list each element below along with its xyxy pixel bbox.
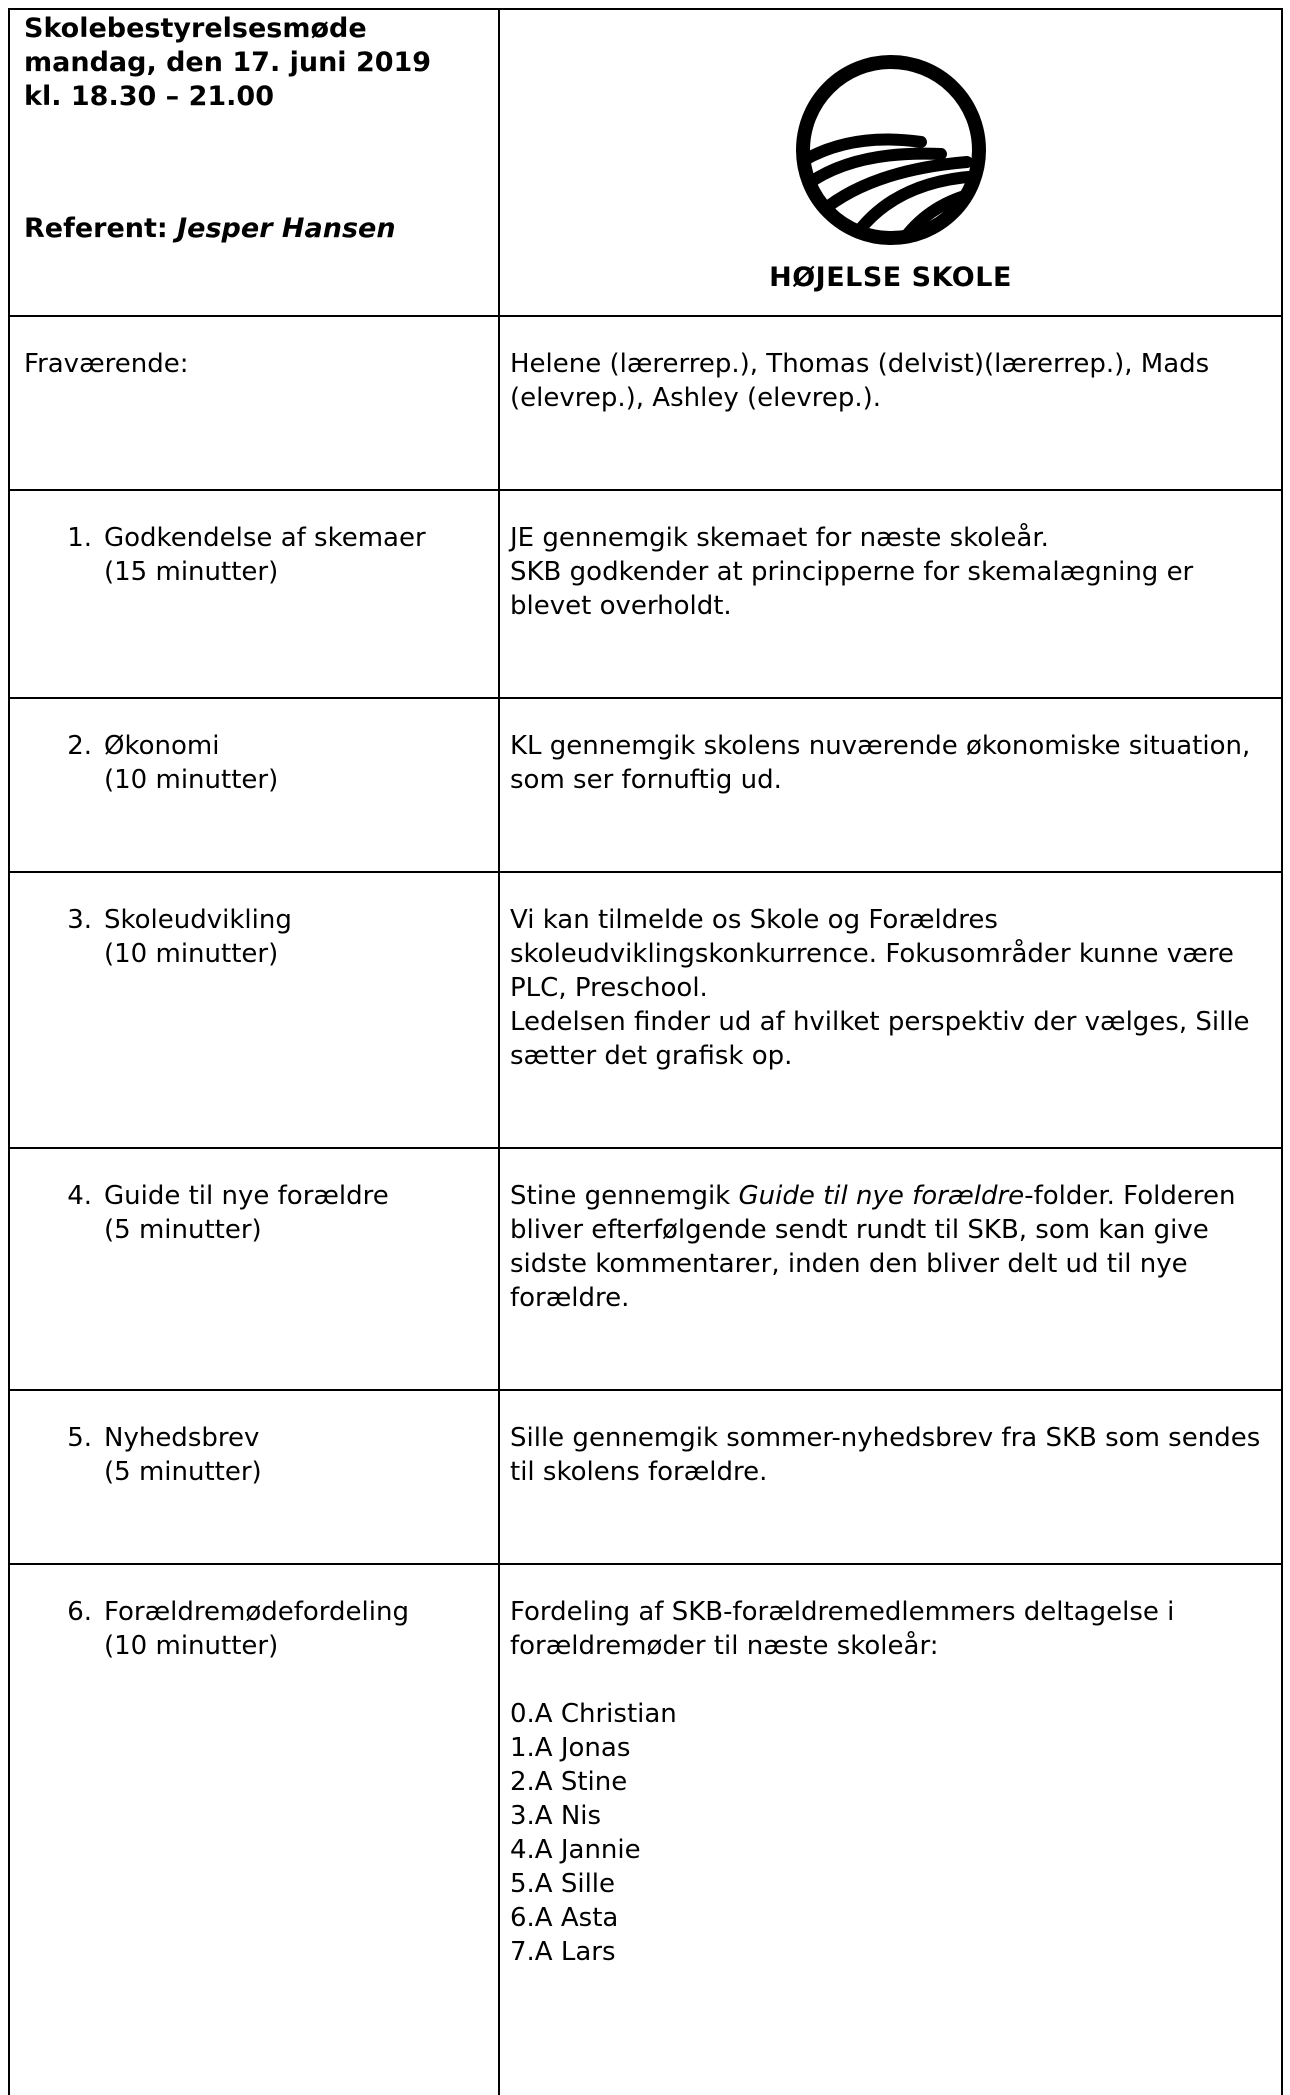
agenda-note: Vi kan tilmelde os Skole og Forældres skoleudviklingskonkurrence. Fokusområder kunne være PLC, Preschool. bbox=[510, 905, 1234, 1003]
note-text: -folder. Folderen bliver efterfølgende sendt rundt til SKB, som kan give sidste kommentarer, inden den bliver delt ud til nye forældre. bbox=[510, 1181, 1236, 1313]
hojelse-skole-logo-icon bbox=[791, 50, 991, 250]
agenda-notes-6 bbox=[499, 1564, 1282, 2095]
agenda-item-1 bbox=[9, 490, 499, 698]
agenda-note: Ledelsen finder ud af hvilket perspektiv der vælges, Sille sætter det grafisk op. bbox=[510, 1007, 1250, 1071]
agenda-item-4 bbox=[9, 1148, 499, 1390]
agenda-title: Godkendelse af skemaer bbox=[104, 523, 426, 553]
agenda-number: 6. bbox=[67, 1597, 92, 1627]
logo-cell bbox=[499, 9, 1282, 316]
absent-label-cell bbox=[9, 316, 499, 490]
agenda-notes-4 bbox=[499, 1148, 1282, 1390]
list-item: 3.A Nis bbox=[510, 1801, 602, 1831]
referent-name: Jesper Hansen bbox=[177, 213, 396, 244]
agenda-number: 5. bbox=[67, 1423, 92, 1453]
meeting-time: kl. 18.30 – 21.00 bbox=[24, 81, 274, 112]
agenda-duration: (10 minutter) bbox=[104, 1631, 279, 1661]
agenda-item-5 bbox=[9, 1390, 499, 1564]
note-italic-title: Guide til nye forældre bbox=[738, 1181, 1025, 1211]
list-item: 0.A Christian bbox=[510, 1699, 677, 1729]
agenda-notes-1 bbox=[499, 490, 1282, 698]
absent-names-cell bbox=[499, 316, 1282, 490]
agenda-note: Fordeling af SKB-forældremedlemmers deltagelse i forældremøder til næste skoleår: bbox=[510, 1597, 1175, 1661]
minutes-table bbox=[8, 8, 1283, 2095]
agenda-title: Økonomi bbox=[104, 731, 220, 761]
note-text: Stine gennemgik bbox=[510, 1181, 739, 1211]
agenda-notes-2 bbox=[499, 698, 1282, 872]
agenda-duration: (5 minutter) bbox=[104, 1457, 262, 1487]
agenda-note: JE gennemgik skemaet for næste skoleår. bbox=[510, 523, 1049, 553]
list-item: 5.A Sille bbox=[510, 1869, 616, 1899]
agenda-item-3 bbox=[9, 872, 499, 1148]
agenda-number: 3. bbox=[67, 905, 92, 935]
list-item: 6.A Asta bbox=[510, 1903, 619, 1933]
agenda-title: Nyhedsbrev bbox=[104, 1423, 260, 1453]
list-item: 1.A Jonas bbox=[510, 1733, 631, 1763]
agenda-notes-5 bbox=[499, 1390, 1282, 1564]
agenda-title: Forældremødefordeling bbox=[104, 1597, 409, 1627]
class-assignment-list bbox=[510, 1697, 1271, 1969]
agenda-title: Skoleudvikling bbox=[104, 905, 292, 935]
absent-label: Fraværende: bbox=[24, 349, 189, 379]
agenda-note: Sille gennemgik sommer-nyhedsbrev fra SKB som sendes til skolens forældre. bbox=[510, 1423, 1261, 1487]
agenda-duration: (10 minutter) bbox=[104, 939, 279, 969]
referent-label: Referent: bbox=[24, 213, 168, 244]
list-item: 4.A Jannie bbox=[510, 1835, 641, 1865]
meeting-title bbox=[24, 12, 490, 114]
agenda-duration: (10 minutter) bbox=[104, 765, 279, 795]
agenda-duration: (15 minutter) bbox=[104, 557, 279, 587]
list-item: 2.A Stine bbox=[510, 1767, 628, 1797]
referent-line bbox=[24, 212, 490, 246]
agenda-item-2 bbox=[9, 698, 499, 872]
meeting-name: Skolebestyrelsesmøde bbox=[24, 13, 367, 44]
agenda-number: 2. bbox=[67, 731, 92, 761]
list-item: 7.A Lars bbox=[510, 1937, 616, 1967]
agenda-title: Guide til nye forældre bbox=[104, 1181, 389, 1211]
agenda-note: KL gennemgik skolens nuværende økonomiske situation, som ser fornuftig ud. bbox=[510, 731, 1251, 795]
agenda-notes-3 bbox=[499, 872, 1282, 1148]
meeting-date: mandag, den 17. juni 2019 bbox=[24, 47, 432, 78]
meeting-header-cell bbox=[9, 9, 499, 316]
agenda-number: 1. bbox=[67, 523, 92, 553]
agenda-duration: (5 minutter) bbox=[104, 1215, 262, 1245]
agenda-number: 4. bbox=[67, 1181, 92, 1211]
school-name: HØJELSE SKOLE bbox=[769, 262, 1012, 293]
absent-names: Helene (lærerrep.), Thomas (delvist)(lærerrep.), Mads (elevrep.), Ashley (elevrep.). bbox=[510, 349, 1210, 413]
agenda-note: SKB godkender at principperne for skemalægning er blevet overholdt. bbox=[510, 557, 1194, 621]
agenda-note bbox=[510, 1179, 1271, 1315]
agenda-item-6 bbox=[9, 1564, 499, 2095]
